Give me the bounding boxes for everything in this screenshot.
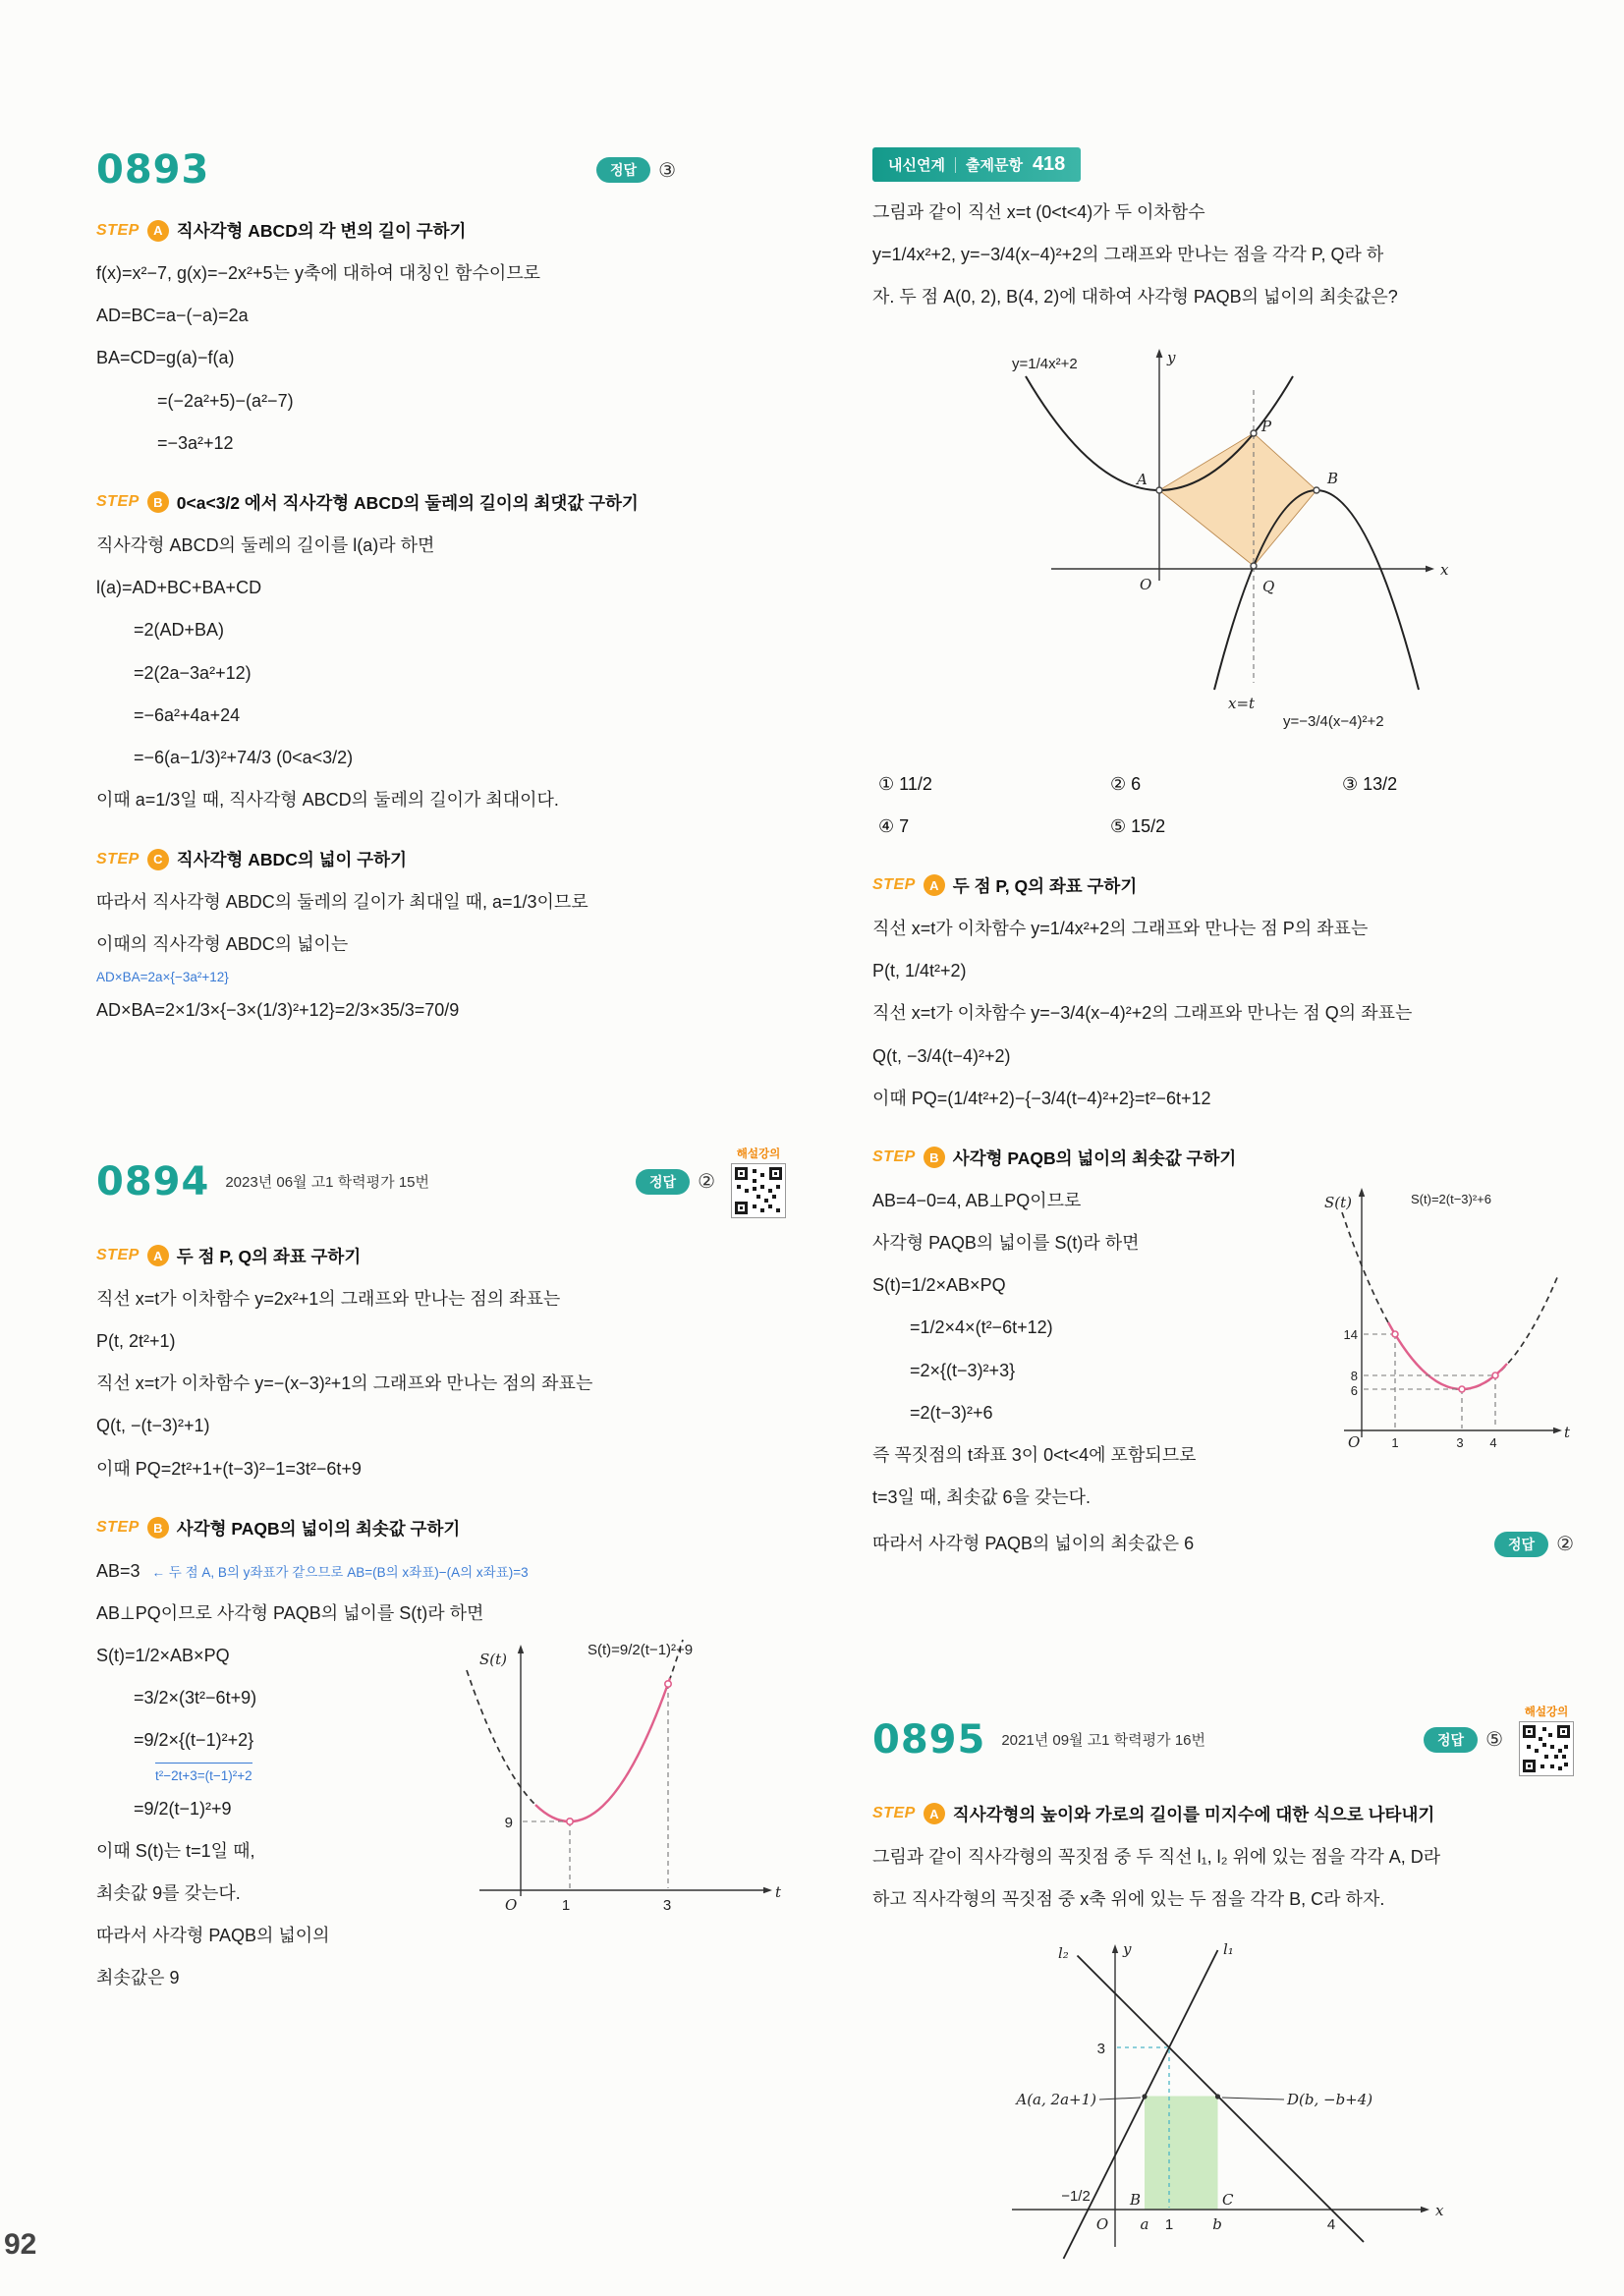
x-1-label: 1: [561, 1897, 571, 1915]
problem-source: 2023년 06월 고1 학력평가 15번: [225, 1174, 429, 1192]
t-axis-label: t: [1564, 1423, 1571, 1441]
choice-option: ⑤ 15/2: [1109, 815, 1166, 836]
step-b-header: [96, 1516, 786, 1540]
math-line: =−6(a−1/3)²+74/3 (0<a<3/2): [134, 747, 354, 767]
math-line: 이때 PQ=2t²+1+(t−3)²−1=3t²−6t+9: [96, 1458, 362, 1479]
choice-option: ③ 13/2: [1341, 773, 1398, 794]
math-line: S(t)=1/2×AB×PQ: [96, 1646, 230, 1666]
statement-line: y=1/4x²+2, y=−3/4(x−4)²+2의 그래프와 만나는 점을 각각 P, Q라 하: [872, 245, 1384, 265]
math-line: AB=3: [96, 1560, 140, 1581]
conclusion-line: 따라서 사각형 PAQB의 넓이의 최솟값은 6: [872, 1534, 1195, 1554]
math-line: 최솟값은 9: [96, 1968, 180, 1988]
shaded-quad-paqb: [1159, 433, 1316, 566]
step-letter: A: [147, 1245, 169, 1266]
x-b-label: b: [1212, 2214, 1222, 2233]
math-line: S(t)=1/2×AB×PQ: [872, 1275, 1006, 1296]
qr-label: 해설강의: [1524, 1706, 1569, 1718]
x-a-label: a: [1140, 2214, 1149, 2233]
answer-badge: [1424, 1727, 1503, 1753]
math-line: 직선 x=t가 이차함수 y=2x²+1의 그래프와 만나는 점의 좌표는: [96, 1288, 561, 1309]
calc-lines: [96, 1635, 452, 1763]
step-b-header: [872, 1146, 1574, 1170]
ab-annotation-row: [96, 1550, 786, 1593]
math-line: 직선 x=t가 이차함수 y=1/4x²+2의 그래프와 만나는 점 P의 좌표는: [872, 918, 1369, 938]
x-equals-t-label: x=t: [1228, 694, 1256, 712]
x-3-label: 3: [662, 1897, 672, 1915]
y-axis-label: y: [1123, 1939, 1132, 1958]
math-line: AB=4−0=4, AB⊥PQ이므로: [872, 1190, 1082, 1210]
math-line: 따라서 사각형 PAQB의 넓이의: [96, 1926, 330, 1946]
qr-label: 해설강의: [736, 1148, 781, 1160]
math-line: f(x)=x²−7, g(x)=−2x²+5는 y축에 대하여 대칭인 함수이므로: [96, 263, 541, 283]
math-line: 직선 x=t가 이차함수 y=−(x−3)²+1의 그래프와 만나는 점의 좌표는: [96, 1373, 593, 1394]
statement-line: 자. 두 점 A(0, 2), B(4, 2)에 대하여 사각형 PAQB의 넓이의 최솟값은?: [872, 287, 1398, 308]
math-line: 직선 x=t가 이차함수 y=−3/4(x−4)²+2의 그래프와 만나는 점 Q의 좌표는: [872, 1003, 1413, 1024]
qr-code-icon: [1519, 1721, 1574, 1776]
problem-number: 0893: [96, 147, 210, 193]
p-label: P: [1261, 417, 1272, 435]
step-title: 두 점 P, Q의 좌표 구하기: [176, 1246, 362, 1266]
step-b-header: [96, 490, 786, 515]
b-label: B: [1327, 469, 1339, 487]
math-line: =2(2a−3a²+12): [134, 662, 252, 683]
math-line: 이때 S(t)는 t=1일 때,: [96, 1840, 255, 1861]
x-4-label: 4: [1489, 1434, 1497, 1450]
y-8-label: 8: [1350, 1368, 1358, 1383]
banner-mid: 출제문항: [965, 157, 1023, 174]
math-line: l(a)=AD+BC+BA+CD: [96, 578, 262, 598]
point-4-8: [1492, 1372, 1498, 1378]
math-line: 즉 꼭짓점의 t좌표 3이 0<t<4에 포함되므로: [872, 1445, 1197, 1465]
c-point-label: C: [1222, 2190, 1234, 2209]
banner-left: 내신연계: [888, 157, 945, 174]
point-1-14: [1392, 1331, 1398, 1337]
x-axis-label: x: [1435, 2201, 1444, 2219]
math-line: AB⊥PQ이므로 사각형 PAQB의 넓이를 S(t)라 하면: [96, 1602, 484, 1623]
step-title: 0<a<3/2 에서 직사각형 ABCD의 둘레의 길이의 최댓값 구하기: [176, 492, 639, 513]
right-column: [872, 147, 1574, 2276]
math-line-final: AD×BA=2×1/3×{−3×(1/3)²+12}=2/3×35/3=70/9: [96, 999, 460, 1020]
equation-label: S(t)=9/2(t−1)²+9: [588, 1642, 694, 1659]
problem-source: 2021년 09월 고1 학력평가 16번: [1001, 1732, 1205, 1750]
solution-text: [96, 1635, 452, 1999]
choice-list: [872, 763, 1574, 848]
point-a: [1156, 487, 1162, 493]
math-line: =3/2×(3t²−6t+9): [134, 1688, 257, 1708]
step-a-body: [872, 908, 1574, 1120]
answer-pill: 정답: [1494, 1532, 1548, 1557]
problem-0894: [96, 1146, 786, 2000]
problem-418: [872, 147, 1574, 1566]
q-label: Q: [1262, 577, 1275, 595]
banner-number: 418: [1032, 153, 1066, 175]
math-line: 하고 직사각형의 꼭짓점 중 x축 위에 있는 두 점을 각각 B, C라 하자.: [872, 1888, 1385, 1909]
statement-line: 그림과 같이 직선 x=t (0<t<4)가 두 이차함수: [872, 202, 1205, 222]
endpoint: [665, 1681, 671, 1687]
y-14-label: 14: [1343, 1326, 1358, 1342]
parabola-solid: [1388, 1322, 1507, 1389]
answer-badge: [636, 1169, 715, 1195]
x-4-label: 4: [1326, 2215, 1336, 2233]
b-point-label: B: [1129, 2190, 1141, 2209]
answer-badge: [1494, 1532, 1574, 1557]
page-number: 92: [4, 2228, 37, 2261]
blue-annotation: AD×BA=2a×{−3a²+12}: [96, 969, 229, 984]
math-line: =(−2a²+5)−(a²−7): [157, 390, 294, 411]
t-axis-label: t: [775, 1883, 782, 1902]
eq-up-label: y=1/4x²+2: [1012, 355, 1078, 372]
origin-label: O: [505, 1896, 518, 1915]
step-c-header: [96, 847, 786, 871]
step-letter: B: [147, 1517, 169, 1539]
answer-number: ②: [698, 1171, 715, 1194]
answer-number: ⑤: [1485, 1729, 1503, 1752]
choice-option: ② 6: [1109, 773, 1142, 794]
math-line: 사각형 PAQB의 넓이를 S(t)라 하면: [872, 1233, 1140, 1254]
math-line: 이때의 직사각형 ABDC의 넓이는: [96, 934, 349, 955]
step-word: STEP: [872, 1805, 916, 1822]
step-letter: B: [924, 1147, 945, 1168]
step-letter: A: [924, 874, 945, 896]
step-title: 직사각형 ABCD의 각 변의 길이 구하기: [176, 221, 467, 241]
step-c-body: [96, 881, 786, 966]
vertex-point: [567, 1819, 573, 1824]
x-1-label: 1: [1164, 2215, 1174, 2233]
math-line: =−6a²+4a+24: [134, 704, 241, 725]
answer-number: ②: [1556, 1534, 1574, 1556]
calc-lines-2: [96, 1788, 452, 2000]
origin-label: O: [1348, 1432, 1361, 1451]
qr-block: [1519, 1704, 1574, 1776]
vertex-3-6: [1459, 1386, 1465, 1392]
step-word: STEP: [96, 1247, 140, 1264]
math-line: =−3a²+12: [157, 432, 234, 453]
linked-problem-banner: [872, 147, 1081, 182]
step-a-header: [872, 873, 1574, 898]
step-a-body: [872, 1836, 1574, 1921]
step-word: STEP: [96, 850, 140, 868]
solution-text: [872, 1180, 1322, 1520]
step-letter: C: [147, 849, 169, 870]
problem-number: 0895: [872, 1716, 986, 1763]
math-line: 최솟값 9를 갖는다.: [96, 1882, 241, 1903]
step-title: 두 점 P, Q의 좌표 구하기: [952, 875, 1138, 896]
step-word: STEP: [872, 1148, 916, 1166]
math-line: 따라서 직사각형 ABDC의 둘레의 길이가 최대일 때, a=1/3이므로: [96, 892, 588, 913]
problem-statement: [872, 192, 1574, 319]
l2-label: l₂: [1058, 1943, 1069, 1962]
answer-pill: 정답: [636, 1169, 690, 1195]
point-b: [1314, 487, 1319, 493]
choice-option: ① 11/2: [878, 773, 932, 794]
y-3-label: 3: [1096, 2040, 1105, 2057]
solution-with-graph: [96, 1635, 786, 1999]
point-q: [1251, 563, 1257, 569]
step-letter: B: [147, 491, 169, 513]
math-line: 이때 PQ=(1/4t²+2)−{−3/4(t−4)²+2}=t²−6t+12: [872, 1088, 1211, 1108]
step-letter: A: [147, 220, 169, 242]
step-a-header: [872, 1802, 1574, 1826]
math-line: t=3일 때, 최솟값 6을 갖는다.: [872, 1487, 1092, 1508]
step-title: 직사각형의 높이와 가로의 길이를 미지수에 대한 식으로 나타내기: [952, 1804, 1435, 1824]
math-line: =9/2(t−1)²+9: [134, 1798, 232, 1819]
parabola-solid: [535, 1678, 670, 1821]
math-line: =2(AD+BA): [134, 620, 225, 641]
qr-block: [731, 1146, 786, 1218]
step-word: STEP: [96, 1519, 140, 1537]
origin-label: O: [1095, 2214, 1109, 2233]
x-axis-label: x: [1440, 560, 1449, 579]
step-letter: A: [924, 1803, 945, 1824]
answer-pill: 정답: [1424, 1727, 1478, 1753]
answer-pill: 정답: [596, 157, 650, 183]
origin-label: O: [1140, 575, 1152, 593]
math-line: 그림과 같이 직사각형의 꼭짓점 중 두 직선 l₁, l₂ 위에 있는 점을 각각 A, D라: [872, 1846, 1441, 1867]
qr-code-icon: [731, 1163, 786, 1218]
step-a-body: [96, 252, 786, 465]
step-word: STEP: [96, 221, 140, 239]
answer-number: ③: [658, 159, 676, 182]
math-line: =9/2×{(t−1)²+2}: [134, 1730, 254, 1751]
point-p: [1251, 430, 1257, 436]
blue-annotation: t²−2t+3=(t−1)²+2: [155, 1763, 252, 1788]
step-title: 사각형 PAQB의 넓이의 최솟값 구하기: [176, 1518, 461, 1539]
math-line: =2(t−3)²+6: [910, 1402, 993, 1423]
problem-0895-header: [872, 1704, 1574, 1776]
problem-0895: [872, 1704, 1574, 2268]
math-line: Q(t, −3/4(t−4)²+2): [872, 1045, 1011, 1066]
math-line: 직사각형 ABCD의 둘레의 길이를 l(a)라 하면: [96, 534, 435, 555]
s-axis-label: S(t): [1324, 1193, 1353, 1211]
step-word: STEP: [96, 493, 140, 511]
graph-0894: [452, 1635, 786, 1930]
math-line: AD=BC=a−(−a)=2a: [96, 306, 249, 326]
answer-badge: [596, 157, 676, 183]
step-word: STEP: [872, 876, 916, 894]
math-line: 이때 a=1/3일 때, 직사각형 ABCD의 둘레의 길이가 최대이다.: [96, 790, 559, 811]
y-6-label: 6: [1350, 1382, 1358, 1398]
a-label: A: [1137, 470, 1148, 488]
math-line: Q(t, −(t−3)²+1): [96, 1416, 210, 1436]
y-9-label: 9: [504, 1815, 513, 1832]
x-1-label: 1: [1391, 1434, 1399, 1450]
point-a: [1142, 2094, 1147, 2099]
graph-418: [1322, 1180, 1574, 1475]
problem-number: 0894: [96, 1158, 210, 1204]
problem-0894-header: [96, 1146, 786, 1218]
figure-418: [992, 333, 1454, 756]
equation-label: S(t)=2(t−3)²+6: [1411, 1191, 1492, 1206]
point-d: [1215, 2094, 1220, 2099]
figure-0895: [997, 1934, 1449, 2268]
step-b-body: [96, 525, 786, 821]
math-line: P(t, 2t²+1): [96, 1330, 176, 1351]
neg-half-label: −1/2: [1061, 2187, 1091, 2205]
parabola-dashed: [1342, 1212, 1558, 1389]
a-point-label: A(a, 2a+1): [1016, 2090, 1096, 2108]
choice-option: ④ 7: [878, 815, 910, 836]
step-a-header: [96, 1244, 786, 1268]
s-axis-label: S(t): [479, 1651, 508, 1669]
math-line: =1/2×4×(t²−6t+12): [910, 1317, 1053, 1338]
step-a-body: [96, 1278, 786, 1490]
conclusion-row: [872, 1523, 1574, 1565]
left-column: [96, 147, 786, 2000]
math-line: P(t, 1/4t²+2): [872, 961, 967, 981]
step-title: 사각형 PAQB의 넓이의 최솟값 구하기: [952, 1148, 1237, 1168]
l1-label: l₁: [1223, 1939, 1234, 1958]
x-3-label: 3: [1456, 1434, 1464, 1450]
step-title: 직사각형 ABDC의 넓이 구하기: [176, 850, 407, 870]
blue-annotation: ← 두 점 A, B의 y좌표가 같으므로 AB=(B의 x좌표)−(A의 x좌표)=3: [151, 1564, 529, 1580]
problem-0893: [96, 147, 786, 1032]
banner-divider: [955, 157, 956, 173]
eq-down-label: y=−3/4(x−4)²+2: [1283, 712, 1384, 730]
problem-0893-header: [96, 147, 786, 193]
green-rectangle-abcd: [1145, 2096, 1218, 2210]
step-a-header: [96, 218, 786, 243]
solution-with-graph: [872, 1180, 1574, 1520]
d-point-label: D(b, −b+4): [1287, 2090, 1373, 2108]
y-axis-label: y: [1167, 348, 1176, 366]
math-line: =2×{(t−3)²+3}: [910, 1360, 1016, 1380]
math-line: BA=CD=g(a)−f(a): [96, 348, 235, 368]
